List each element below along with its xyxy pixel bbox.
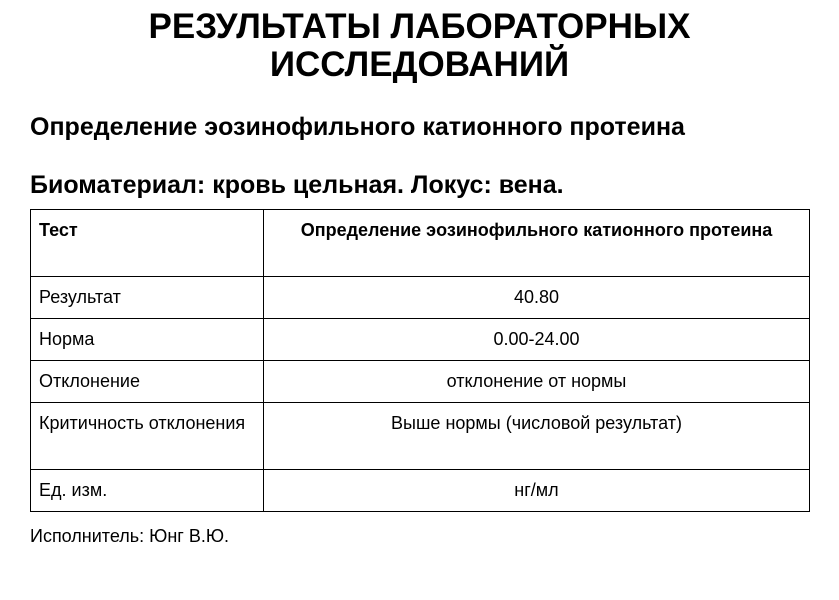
row-label: Результат bbox=[31, 277, 264, 319]
results-table bbox=[30, 209, 810, 512]
test-name-heading: Определение эозинофильного катионного протеина bbox=[30, 113, 685, 141]
row-label: Норма bbox=[31, 319, 264, 361]
header-value-cell: Определение эозинофильного катионного протеина bbox=[264, 210, 810, 277]
table-row-deviation bbox=[31, 361, 810, 403]
table-row-criticality bbox=[31, 403, 810, 470]
row-label: Отклонение bbox=[31, 361, 264, 403]
table-row-unit bbox=[31, 470, 810, 512]
biomaterial-heading: Биоматериал: кровь цельная. Локус: вена. bbox=[30, 171, 564, 199]
row-value: отклонение от нормы bbox=[264, 361, 810, 403]
row-value: нг/мл bbox=[264, 470, 810, 512]
page-title bbox=[20, 8, 819, 84]
header-label-cell: Тест bbox=[31, 210, 264, 277]
row-label: Критичность отклонения bbox=[31, 403, 264, 470]
executor-note: Исполнитель: Юнг В.Ю. bbox=[30, 526, 230, 546]
row-value: 0.00-24.00 bbox=[264, 319, 810, 361]
row-value: Выше нормы (числовой результат) bbox=[264, 403, 810, 470]
row-value: 40.80 bbox=[264, 277, 810, 319]
table-row-result bbox=[31, 277, 810, 319]
page-title-line2: ИССЛЕДОВАНИЙ bbox=[269, 45, 570, 84]
row-label: Ед. изм. bbox=[31, 470, 264, 512]
table-header-row bbox=[31, 210, 810, 277]
page-title-line1: РЕЗУЛЬТАТЫ ЛАБОРАТОРНЫХ bbox=[148, 7, 691, 46]
table-row-norm bbox=[31, 319, 810, 361]
